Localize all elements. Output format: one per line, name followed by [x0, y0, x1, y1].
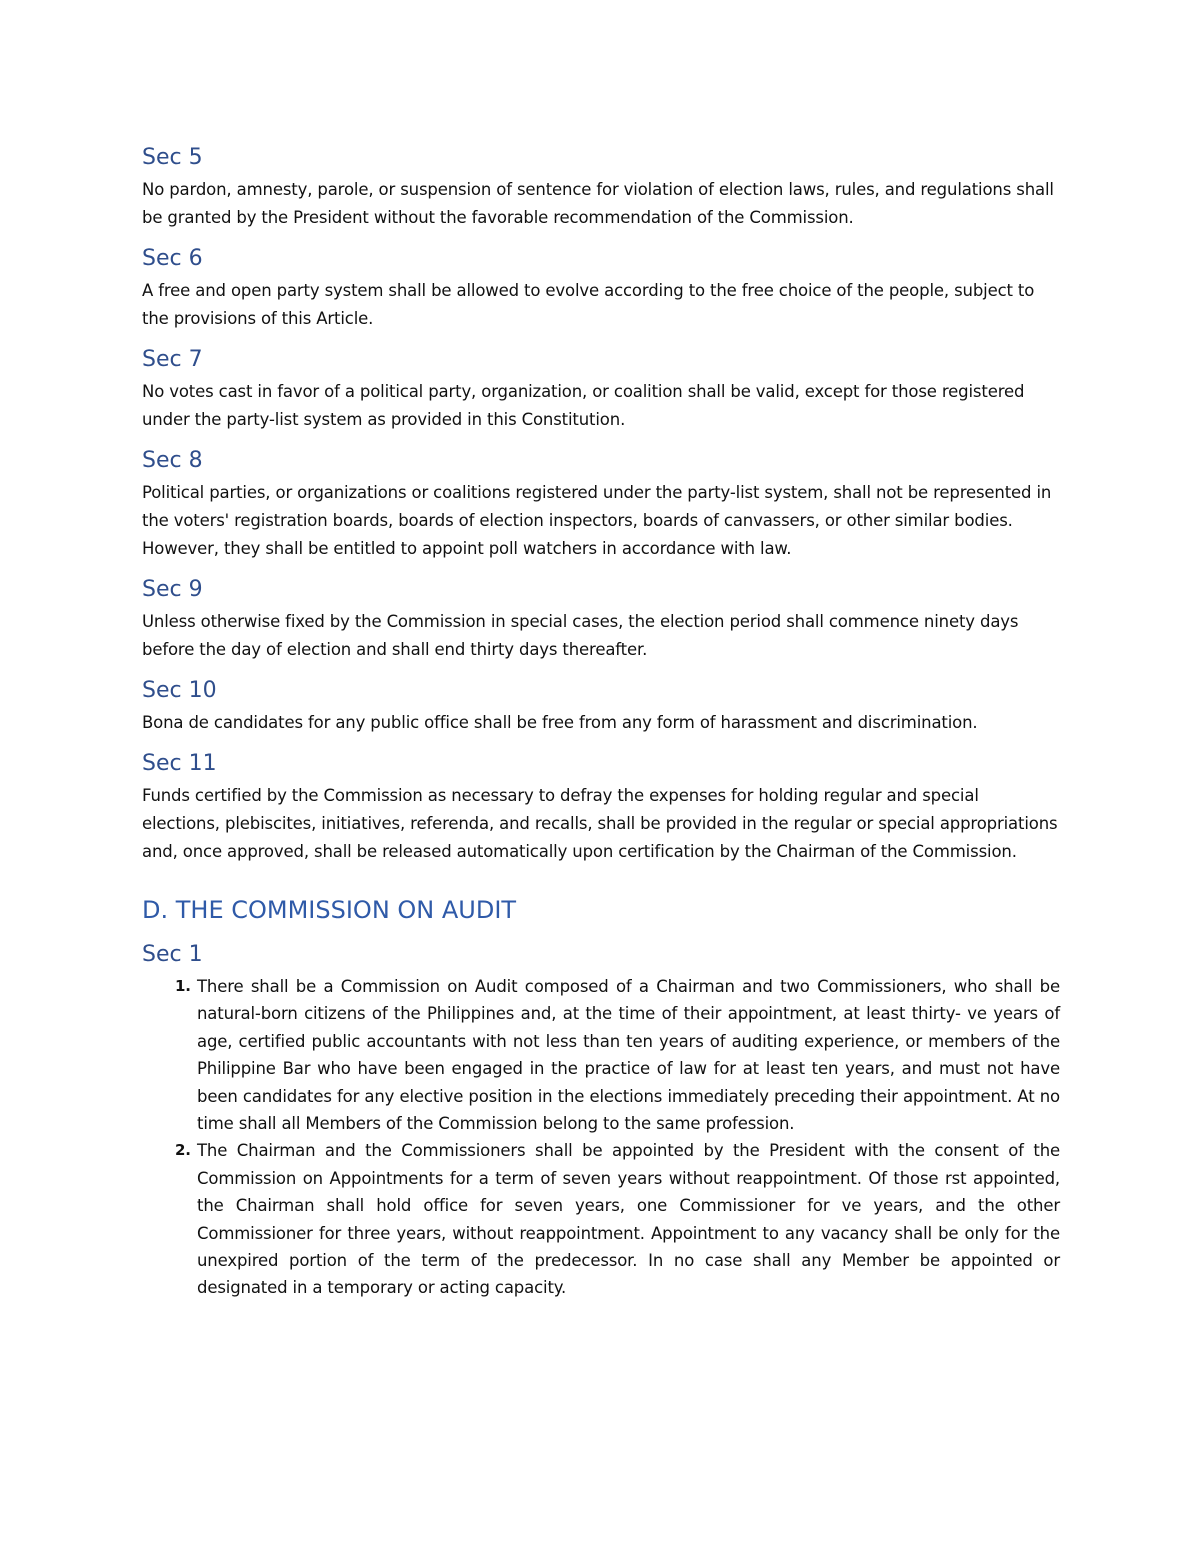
section-sec-7 — [142, 345, 1060, 434]
part-d-title: D. THE COMMISSION ON AUDIT — [142, 896, 517, 924]
section-heading: Sec 5 — [142, 145, 203, 170]
section-heading: Sec 6 — [142, 246, 203, 271]
section-sec-10 — [142, 676, 1060, 737]
section-sec-9 — [142, 575, 1060, 664]
section-text: Political parties, or organizations or coalitions registered under the party-list system, shall not be represented in the voters' registration boards, boards of election inspectors, boards of canvassers, or other similar bodies. However, they shall be entitled to appoint poll watchers in accordance with law. — [142, 483, 1052, 558]
section-heading: Sec 11 — [142, 751, 217, 776]
list-item-number: 2. — [175, 1141, 191, 1160]
section-audit-sec-1 — [142, 940, 1060, 1302]
section-sec-8 — [142, 446, 1060, 563]
section-sec-11 — [142, 749, 1060, 866]
section-text: Bona de candidates for any public office shall be free from any form of harassment and discrimination. — [142, 713, 978, 732]
list-item-text: The Chairman and the Commissioners shall be appointed by the President with the consent of the Commission on Appointments for a term of seven years without reappointment. Of those rst appointed, the Chairman shall hold office for seven years, one Commissioner for ve years, and the other Commissioner for three years, without reappointment. Appointment to any vacancy shall be only for the unexpired portion of the term of the predecessor. In no case shall any Member be appointed or designated in a temporary or acting capacity. — [197, 1141, 1060, 1298]
section-sec-6 — [142, 244, 1060, 333]
list-item-number: 1. — [175, 977, 191, 995]
section-heading: Sec 7 — [142, 347, 203, 372]
section-text: No pardon, amnesty, parole, or suspension of sentence for violation of election laws, rules, and regulations shall be granted by the President without the favorable recommendation of the Commission. — [142, 180, 1054, 227]
section-text: A free and open party system shall be allowed to evolve according to the free choice of the people, subject to the provisions of this Article. — [142, 281, 1035, 328]
section-heading: Sec 8 — [142, 448, 203, 473]
section-text: Funds certified by the Commission as necessary to defray the expenses for holding regular and special elections, plebiscites, initiatives, referenda, and recalls, shall be provided in the regular or special appropriations and, once approved, shall be released automatically upon certification by the Chairman of the Commission. — [142, 786, 1058, 861]
list-item-text: There shall be a Commission on Audit composed of a Chairman and two Commissioners, who shall be natural-born citizens of the Philippines and, at the time of their appointment, at least thirty- ve years of age, certified public accountants with not less than ten years of auditing experience, or members of the Philippine Bar who have been engaged in the practice of law for at least ten years, and must not have been candidates for any elective position in the elections immediately preceding their appointment. At no time shall all Members of the Commission belong to the same profession. — [197, 977, 1060, 1134]
section-text: No votes cast in favor of a political party, organization, or coalition shall be valid, except for those registered under the party-list system as provided in this Constitution. — [142, 382, 1025, 429]
section-text: Unless otherwise fixed by the Commission in special cases, the election period shall commence ninety days before the day of election and shall end thirty days thereafter. — [142, 612, 1019, 659]
section-heading: Sec 1 — [142, 942, 203, 967]
list-item — [175, 1137, 1060, 1301]
section-heading: Sec 10 — [142, 678, 217, 703]
section-sec-5 — [142, 143, 1060, 232]
document-content — [142, 143, 1060, 1302]
numbered-list — [142, 973, 1060, 1302]
section-heading: Sec 9 — [142, 577, 203, 602]
list-item — [175, 973, 1060, 1137]
